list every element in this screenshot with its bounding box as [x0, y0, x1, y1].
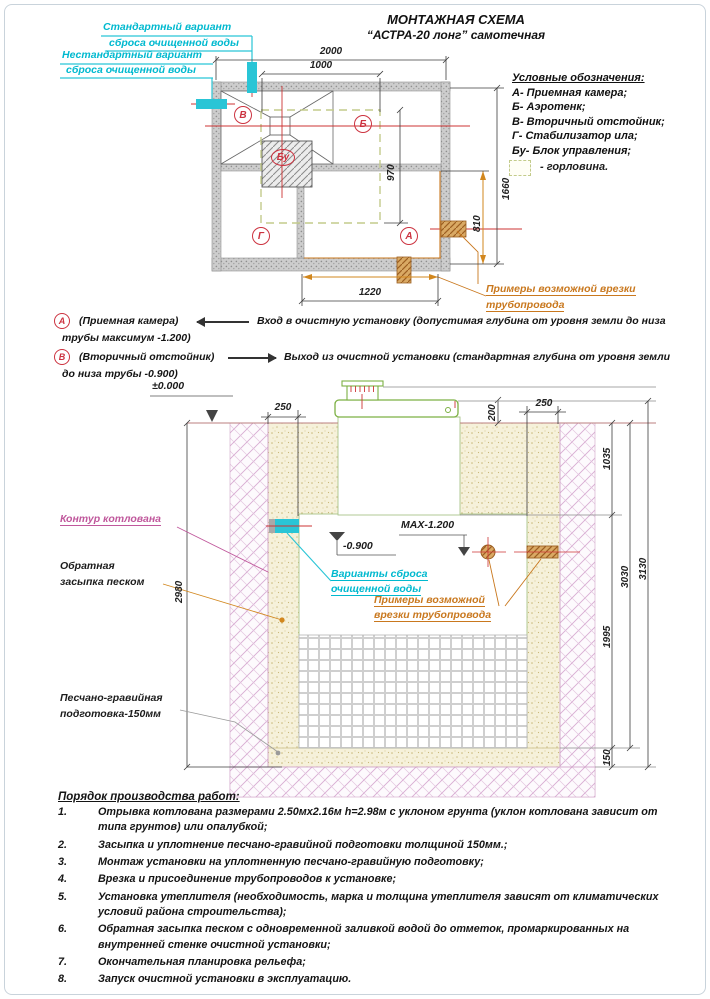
note-a-text-cont: трубы максимум -1.200): [62, 332, 191, 344]
dim-right-height: 1660: [501, 177, 512, 200]
item-text: Засыпка и уплотнение песчано-гравийной подготовки толщиной 150мм.;: [98, 838, 508, 851]
item-number: 7.: [58, 955, 68, 968]
nonstandard-outlet-label-line2: сброса очищенной воды: [66, 64, 196, 76]
note-b-title: (Вторичный отстойник): [79, 351, 215, 363]
zone-marker-g: Г: [252, 227, 270, 245]
legend-item: Б- Аэротенк;: [512, 101, 586, 114]
legend-item: В- Вторичный отстойник;: [512, 115, 665, 128]
dim-right-gap: 250: [535, 398, 553, 409]
dim-total-height: 3130: [638, 557, 649, 580]
work-order-item: [58, 872, 678, 887]
legend-neck-label: - горловина.: [540, 161, 609, 173]
work-order-item: [58, 972, 678, 987]
item-text: Монтаж установки на уплотненную песчано-гравийную подготовку;: [98, 855, 484, 868]
work-order-item: [58, 922, 678, 953]
work-order-item: [58, 855, 678, 870]
backfill-label-line2: засыпка песком: [60, 576, 145, 588]
work-order-list: [58, 791, 678, 988]
dim-neck-height: 970: [386, 164, 397, 181]
legend-item: А- Приемная камера;: [512, 86, 628, 99]
item-number: 6.: [58, 923, 68, 936]
dim-upper: 1035: [602, 447, 613, 470]
dim-prep: 150: [602, 749, 613, 766]
standard-outlet-label-line1: Стандартный вариант: [103, 21, 232, 33]
pit-contour-label: Контур котлована: [60, 513, 162, 525]
level-outlet: -0.900: [343, 540, 373, 552]
sand-prep-label-line1: Песчано-гравийная: [60, 692, 163, 704]
zone-marker-a: А: [400, 227, 418, 245]
page-subtitle: “АСТРА-20 лонг” самотечная: [366, 28, 546, 42]
work-order-item: [58, 890, 678, 921]
item-text: Обратная засыпка песком с одновременной заливкой водой до отметок, промаркированных на внутренней стенке очистной установки;: [98, 923, 630, 951]
arrow-right-icon: [228, 357, 276, 359]
item-number: 3.: [58, 855, 68, 868]
item-number: 8.: [58, 973, 68, 986]
plan-tap-blocks: [303, 171, 486, 296]
nonstandard-outlet-label-line1: Нестандартный вариант: [62, 49, 203, 61]
item-number: 5.: [58, 890, 68, 903]
section-tap-label-line2: врезки трубопровода: [374, 609, 492, 621]
plan-tap-label-line2: трубопровода: [486, 299, 565, 311]
item-number: 4.: [58, 873, 68, 886]
work-order-title: Порядок производства работ:: [58, 791, 240, 803]
level-zero: ±0.000: [152, 380, 185, 392]
item-text: Запуск очистной установки в эксплуатацию.: [98, 973, 352, 986]
work-order-item: [58, 955, 678, 970]
item-text: Установка утеплителя (необходимость, марка и толщина утеплителя зависят от климатических условий района строительства);: [98, 890, 659, 918]
dim-pit-depth: 2980: [174, 580, 185, 603]
dim-inner-depth: 3030: [620, 565, 631, 588]
item-number: 1.: [58, 806, 68, 818]
item-number: 2.: [58, 838, 68, 851]
standard-outlet-label-line2: сброса очищенной воды: [109, 37, 239, 49]
dim-neck-width: 1000: [309, 60, 333, 71]
zone-marker-b: Б: [354, 115, 372, 133]
legend: [512, 72, 672, 157]
work-order-item: [58, 805, 678, 836]
work-order-item: [58, 838, 678, 853]
dim-inlet-offset: 810: [472, 215, 483, 232]
item-text: Окончательная планировка рельефа;: [98, 955, 306, 968]
plan-tap-label-line1: Примеры возможной врезки: [486, 283, 636, 295]
plan-view: [60, 36, 522, 306]
zone-marker-bu: Бу: [271, 149, 295, 166]
zone-marker-v: В: [234, 106, 252, 124]
legend-item: Бу- Блок управления;: [512, 144, 632, 157]
sand-prep-label-line2: подготовка-150мм: [60, 708, 161, 720]
note-a-text: Вход в очистную установку (допустимая глубина от уровня земли до низа: [257, 315, 666, 327]
backfill-label-line1: Обратная: [60, 560, 115, 572]
dim-left-gap: 250: [274, 402, 292, 413]
legend-title: Условные обозначения:: [512, 72, 645, 84]
level-max: MAX-1.200: [401, 519, 455, 531]
outlet-variants-label-line1: Варианты сброса: [331, 568, 428, 580]
item-text: Отрывка котлована размерами 2.50мх2.16м h=2.98м с уклоном грунта (уклон котлована зависит от типа грунтов) или опалубкой;: [98, 806, 658, 834]
neck-swatch-icon: [509, 160, 531, 176]
section-tap-label-line1: Примеры возможной: [374, 594, 485, 606]
outlet-variants-label-line2: очищенной воды: [331, 583, 422, 595]
dim-lid-height: 200: [487, 404, 498, 421]
note-marker-b: В: [54, 349, 70, 365]
dim-top-width: 2000: [319, 46, 343, 57]
legend-item: Г- Стабилизатор ила;: [512, 130, 638, 143]
page-title: МОНТАЖНАЯ СХЕМА: [387, 12, 525, 27]
note-b-text-cont: до низа трубы -0.900): [62, 368, 178, 380]
dim-lower: 1995: [602, 625, 613, 648]
note-marker-a: А: [54, 313, 70, 329]
note-a-title: (Приемная камера): [79, 315, 179, 327]
note-b-text: Выход из очистной установки (стандартная глубина от уровня земли: [284, 351, 671, 363]
arrow-left-icon: [197, 321, 249, 323]
dim-bottom-width: 1220: [358, 287, 382, 298]
item-text: Врезка и присоединение трубопроводов к установке;: [98, 873, 397, 886]
